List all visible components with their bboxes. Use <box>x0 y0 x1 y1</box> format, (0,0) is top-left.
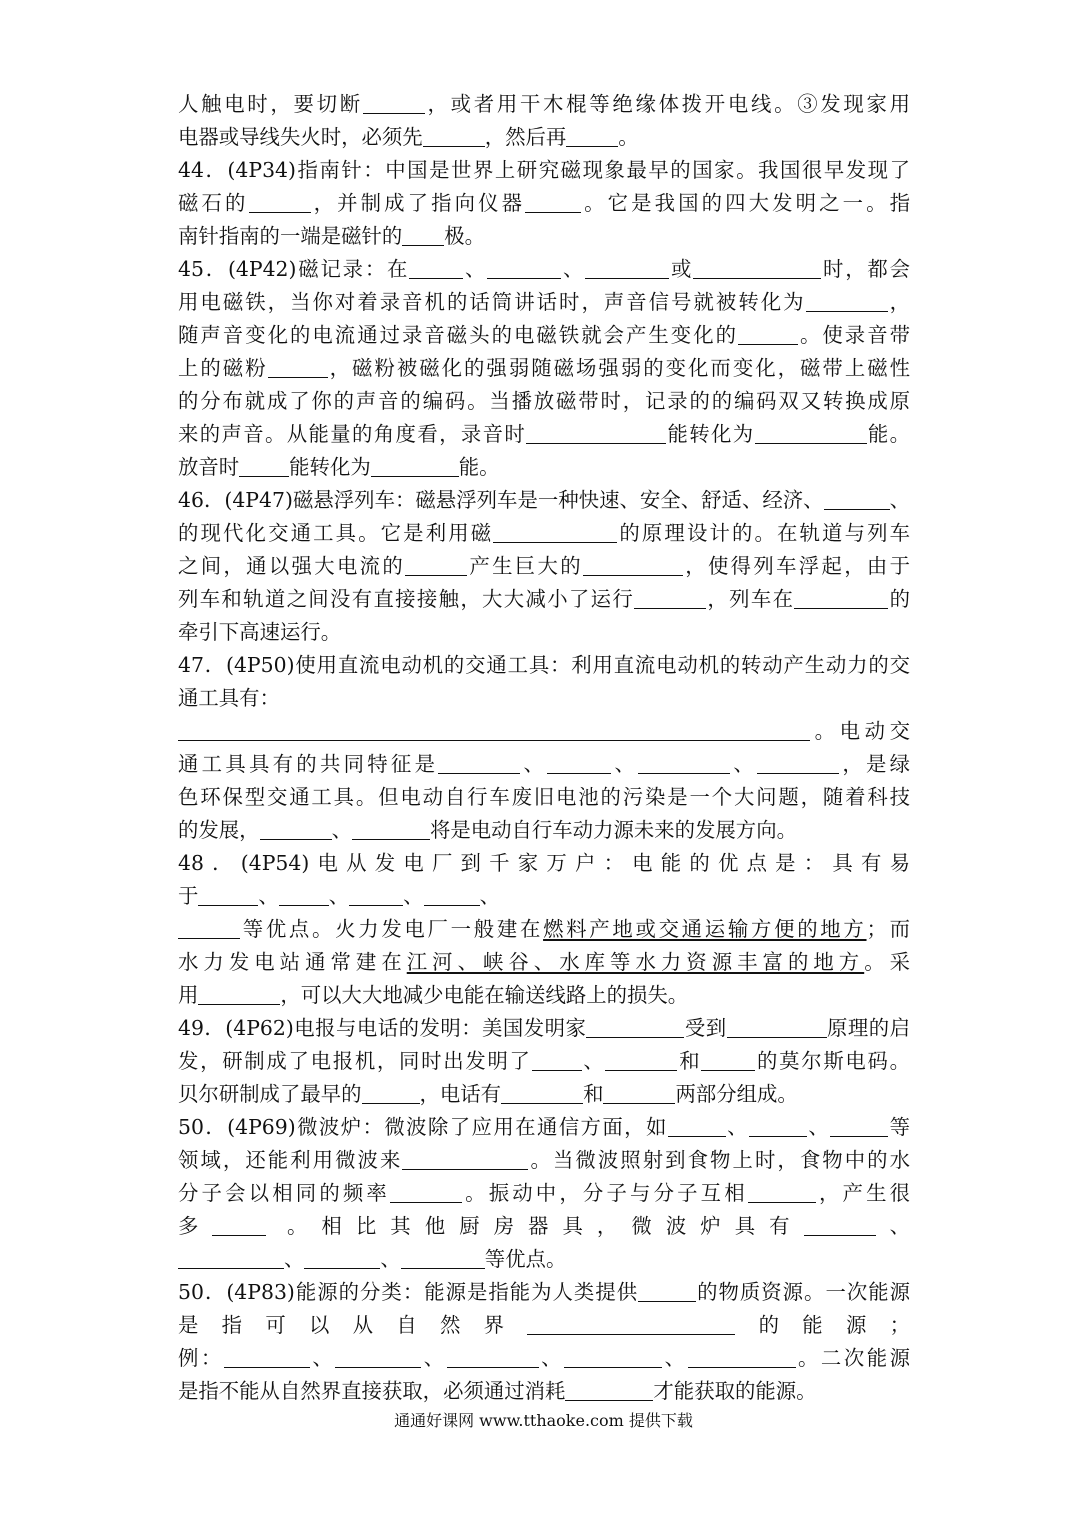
text-segment: 、 <box>380 1247 401 1271</box>
fill-in-blank[interactable] <box>824 487 890 510</box>
text-segment: 的能源； <box>735 1313 910 1337</box>
text-segment: 时，都会 <box>821 257 910 281</box>
text-segment: 随声音变化的电流通过录音磁头的电磁铁就会产生变化的 <box>178 323 738 347</box>
text-segment: 。电动交 <box>810 719 910 743</box>
text-segment: 44．(4P34)指南针：中国是世界上研究磁现象最早的国家。我国很早发现了 <box>178 158 910 182</box>
underlined-answer: 江河、峡谷、水库等水力资源丰富的地方 <box>406 950 865 974</box>
text-segment: 。二次能源 <box>795 1346 910 1370</box>
fill-in-blank[interactable] <box>362 1081 420 1104</box>
fill-in-blank[interactable] <box>526 421 666 444</box>
text-line <box>178 814 910 847</box>
fill-in-blank[interactable] <box>727 1015 827 1038</box>
page-footer: 通通好课网 www.tthaoke.com 提供下载 <box>394 1411 693 1430</box>
text-segment: ， <box>887 290 910 314</box>
text-segment: 能。 <box>866 422 910 446</box>
text-segment: 发，研制成了电报机，同时出发明了 <box>178 1049 532 1073</box>
fill-in-blank[interactable] <box>363 91 425 114</box>
fill-in-blank[interactable] <box>583 553 683 576</box>
fill-in-blank[interactable] <box>603 1081 675 1104</box>
text-line <box>178 1045 910 1078</box>
fill-in-blank[interactable] <box>586 1015 684 1038</box>
text-segment: 、 <box>662 1346 688 1370</box>
text-segment: 南针指南的一端是磁针的 <box>178 224 403 248</box>
fill-in-blank[interactable] <box>438 751 520 774</box>
text-segment: ，并制成了指向仪器 <box>310 191 526 215</box>
text-segment: 能转化为 <box>666 422 755 446</box>
text-segment: 磁石的 <box>178 191 249 215</box>
text-line <box>178 583 910 616</box>
text-segment: 等 <box>888 1115 910 1139</box>
text-line <box>178 1078 910 1111</box>
fill-in-blank[interactable] <box>547 751 611 774</box>
text-segment: 贝尔研制成了最早的 <box>178 1082 362 1106</box>
text-segment: 、 <box>403 884 424 908</box>
fill-in-blank[interactable] <box>224 1345 310 1368</box>
text-segment: ，产生很 <box>815 1181 910 1205</box>
text-segment: 或 <box>669 257 694 281</box>
fill-in-blank[interactable] <box>605 1048 677 1071</box>
fill-in-blank[interactable] <box>688 1345 796 1368</box>
fill-in-blank[interactable] <box>349 883 403 906</box>
text-segment: 。当微波照射到食物上时，食物中的水 <box>528 1148 910 1172</box>
text-line <box>178 1243 910 1276</box>
text-line <box>178 913 910 946</box>
fill-in-blank[interactable] <box>806 289 888 312</box>
text-segment: 通工具具有的共同特征是 <box>178 752 439 776</box>
text-segment: 、 <box>538 1346 565 1370</box>
text-line <box>178 286 910 319</box>
text-segment: 。 <box>618 125 639 149</box>
text-segment: ，然后再 <box>484 125 567 149</box>
text-segment: 和 <box>583 1082 604 1106</box>
text-line <box>178 517 910 550</box>
fill-in-blank[interactable] <box>634 586 706 609</box>
fill-in-blank[interactable] <box>424 883 480 906</box>
text-line <box>178 1276 910 1309</box>
fill-in-blank[interactable] <box>794 586 888 609</box>
text-segment: 之间，通以强大电流的 <box>178 554 406 578</box>
text-segment: 才能获取的能源。 <box>653 1379 817 1403</box>
text-segment: 的原理设计的。在轨道与列车 <box>617 521 910 545</box>
text-segment: ，可以大大地减少电能在输送线路上的损失。 <box>280 983 689 1007</box>
fill-in-blank[interactable] <box>830 1114 888 1137</box>
text-line <box>178 1375 910 1408</box>
fill-in-blank[interactable] <box>402 1147 528 1170</box>
text-segment: 的 <box>888 587 910 611</box>
document-body <box>178 88 910 1408</box>
text-line <box>178 979 910 1012</box>
fill-in-blank[interactable] <box>249 190 311 213</box>
fill-in-blank[interactable] <box>748 1180 816 1203</box>
text-segment: 48．(4P54)电从发电厂到千家万户：电能的优点是：具有易 <box>178 851 910 875</box>
text-segment: 原理的启 <box>826 1016 910 1040</box>
text-line <box>178 352 910 385</box>
fill-in-blank[interactable] <box>701 1048 755 1071</box>
fill-in-blank[interactable] <box>402 223 444 246</box>
text-line <box>178 781 910 814</box>
text-line <box>178 418 910 451</box>
text-segment: 等优点。火力发电厂一般建在 <box>240 917 544 941</box>
text-line <box>178 187 910 220</box>
text-line <box>178 715 910 748</box>
text-segment: 领域，还能利用微波来 <box>178 1148 403 1172</box>
text-segment: 47．(4P50)使用直流电动机的交通工具：利用直流电动机的转动产生动力的交 <box>178 653 910 677</box>
fill-in-blank[interactable] <box>668 1114 726 1137</box>
text-segment: 能转化为 <box>289 455 371 479</box>
fill-in-blank[interactable] <box>565 1378 653 1401</box>
text-segment: 电器或导线失火时，必须先 <box>178 125 423 149</box>
text-segment: 49．(4P62)电报与电话的发明：美国发明家 <box>178 1016 587 1040</box>
text-segment: 是指不能从自然界直接获取，必须通过消耗 <box>178 1379 566 1403</box>
fill-in-blank[interactable] <box>564 1345 662 1368</box>
text-segment: 用 <box>178 983 199 1007</box>
text-segment: 的现代化交通工具。它是利用磁 <box>178 521 494 545</box>
text-segment: 人触电时，要切断 <box>178 92 363 116</box>
text-segment: 、 <box>889 488 910 512</box>
text-segment: 46．(4P47)磁悬浮列车：磁悬浮列车是一种快速、安全、舒适、经济、 <box>178 488 824 512</box>
text-line <box>178 121 910 154</box>
text-segment: ，电话有 <box>419 1082 502 1106</box>
fill-in-blank[interactable] <box>268 355 328 378</box>
text-segment: 、 <box>463 257 488 281</box>
text-segment: 分子会以相同的频率 <box>178 1181 390 1205</box>
text-segment: 、 <box>875 1214 910 1238</box>
fill-in-blank[interactable] <box>178 1246 284 1269</box>
text-segment: 放音时 <box>178 455 240 479</box>
fill-in-blank[interactable] <box>178 718 810 741</box>
fill-in-blank[interactable] <box>198 883 258 906</box>
text-segment: 两部分组成。 <box>675 1082 798 1106</box>
text-segment: 、 <box>309 1346 336 1370</box>
text-segment: 、 <box>561 257 586 281</box>
text-line <box>178 1144 910 1177</box>
fill-in-blank[interactable] <box>487 256 561 279</box>
fill-in-blank[interactable] <box>198 982 280 1005</box>
text-line <box>178 1177 910 1210</box>
text-line <box>178 748 910 781</box>
fill-in-blank[interactable] <box>401 1246 485 1269</box>
text-segment: 。相比其他厨房器具，微波炉具有 <box>266 1214 804 1238</box>
fill-in-blank[interactable] <box>352 817 430 840</box>
text-segment: 于 <box>178 884 199 908</box>
text-segment: 牵引下高速运行。 <box>178 620 342 644</box>
text-segment: 、 <box>421 1346 447 1370</box>
fill-in-blank[interactable] <box>749 1114 807 1137</box>
text-segment: 。使录音带 <box>798 323 910 347</box>
text-segment: 色环保型交通工具。但电动自行车废旧电池的污染是一个大问题，随着科技 <box>178 785 910 809</box>
text-segment: 、 <box>725 1115 749 1139</box>
text-segment: 45．(4P42)磁记录：在 <box>178 257 410 281</box>
text-segment: 多 <box>178 1214 213 1238</box>
text-segment: 。采 <box>864 950 910 974</box>
text-line <box>178 451 910 484</box>
fill-in-blank[interactable] <box>532 1048 582 1071</box>
text-segment: 、 <box>258 884 279 908</box>
fill-in-blank[interactable] <box>239 454 289 477</box>
fill-in-blank[interactable] <box>693 256 821 279</box>
fill-in-blank[interactable] <box>390 1180 462 1203</box>
text-segment: 用电磁铁，当你对着录音机的话筒讲话时，声音信号就被转化为 <box>178 290 806 314</box>
text-segment: 的发展， <box>178 818 260 842</box>
text-segment: 产生巨大的 <box>467 554 583 578</box>
fill-in-blank[interactable] <box>493 520 617 543</box>
fill-in-blank[interactable] <box>755 421 867 444</box>
text-segment: 、 <box>284 1247 305 1271</box>
text-segment: ，磁粉被磁化的强弱随磁场强弱的变化而变化，磁带上磁性 <box>327 356 910 380</box>
text-segment: 。振动中，分子与分子互相 <box>461 1181 748 1205</box>
text-segment: 例： <box>178 1346 224 1370</box>
text-segment: 受到 <box>684 1016 727 1040</box>
fill-in-blank[interactable] <box>527 1312 735 1335</box>
text-line <box>178 682 910 715</box>
text-segment: 来的声音。从能量的角度看，录音时 <box>178 422 527 446</box>
text-segment: 列车和轨道之间没有直接接触，大大减小了运行 <box>178 587 635 611</box>
text-line <box>178 220 910 253</box>
text-segment: 能。 <box>458 455 500 479</box>
fill-in-blank[interactable] <box>335 1345 421 1368</box>
text-segment: ，使得列车浮起，由于 <box>682 554 910 578</box>
fill-in-blank[interactable] <box>304 1246 380 1269</box>
text-segment: 等优点。 <box>484 1247 567 1271</box>
text-segment: 、 <box>581 1049 606 1073</box>
text-segment: 、 <box>331 818 352 842</box>
text-line <box>178 1111 910 1144</box>
text-segment: 通工具有： <box>178 686 280 710</box>
text-line <box>178 319 910 352</box>
text-line <box>178 1012 910 1045</box>
fill-in-blank[interactable] <box>405 553 467 576</box>
fill-in-blank[interactable] <box>279 883 329 906</box>
text-segment: 的莫尔斯电码。 <box>755 1049 910 1073</box>
fill-in-blank[interactable] <box>447 1345 539 1368</box>
text-segment: ，是绿 <box>839 752 910 776</box>
text-segment: 、 <box>806 1115 831 1139</box>
text-segment: 的物质资源。一次能源 <box>696 1280 910 1304</box>
text-segment: 、 <box>479 884 500 908</box>
text-line <box>178 1342 910 1375</box>
text-line <box>178 1210 910 1243</box>
fill-in-blank[interactable] <box>738 322 798 345</box>
fill-in-blank[interactable] <box>585 256 669 279</box>
fill-in-blank[interactable] <box>638 751 730 774</box>
text-segment: ；而 <box>866 917 910 941</box>
text-segment: ，列车在 <box>706 587 795 611</box>
text-segment: 50．(4P69)微波炉：微波除了应用在通信方面，如 <box>178 1115 668 1139</box>
text-segment: 水力发电站通常建在 <box>178 950 407 974</box>
fill-in-blank[interactable] <box>212 1213 266 1236</box>
fill-in-blank[interactable] <box>804 1213 876 1236</box>
text-line <box>178 649 910 682</box>
text-line <box>178 1309 910 1342</box>
text-line <box>178 616 910 649</box>
text-line <box>178 946 910 979</box>
fill-in-blank[interactable] <box>371 454 459 477</box>
text-segment: 50．(4P83)能源的分类：能源是指能为人类提供 <box>178 1280 639 1304</box>
fill-in-blank[interactable] <box>757 751 839 774</box>
text-line <box>178 484 910 517</box>
text-line <box>178 847 910 880</box>
fill-in-blank[interactable] <box>178 916 240 939</box>
text-segment: 将是电动自行车动力源未来的发展方向。 <box>429 818 797 842</box>
text-line <box>178 880 910 913</box>
fill-in-blank[interactable] <box>423 124 485 147</box>
text-segment: 极。 <box>444 224 486 248</box>
text-segment: 、 <box>611 752 639 776</box>
text-line <box>178 385 910 418</box>
fill-in-blank[interactable] <box>566 124 618 147</box>
text-line <box>178 550 910 583</box>
text-segment: 和 <box>677 1049 702 1073</box>
text-segment: ，或者用干木棍等绝缘体拨开电线。③发现家用 <box>424 92 910 116</box>
text-line <box>178 154 910 187</box>
text-segment: 上的磁粉 <box>178 356 268 380</box>
fill-in-blank[interactable] <box>409 256 463 279</box>
underlined-answer: 燃料产地或交通运输方便的地方 <box>543 917 867 941</box>
fill-in-blank[interactable] <box>638 1279 696 1302</box>
text-line <box>178 88 910 121</box>
text-segment: 。它是我国的四大发明之一。指 <box>581 191 910 215</box>
text-segment: 、 <box>328 884 350 908</box>
text-segment: 是指可以从自然界 <box>178 1313 528 1337</box>
fill-in-blank[interactable] <box>260 817 332 840</box>
fill-in-blank[interactable] <box>501 1081 583 1104</box>
text-segment: 、 <box>520 752 548 776</box>
text-segment: 的分布就成了你的声音的编码。当播放磁带时，记录的的编码双又转换成原 <box>178 389 910 413</box>
text-line <box>178 253 910 286</box>
text-segment: 、 <box>730 752 758 776</box>
fill-in-blank[interactable] <box>525 190 581 213</box>
